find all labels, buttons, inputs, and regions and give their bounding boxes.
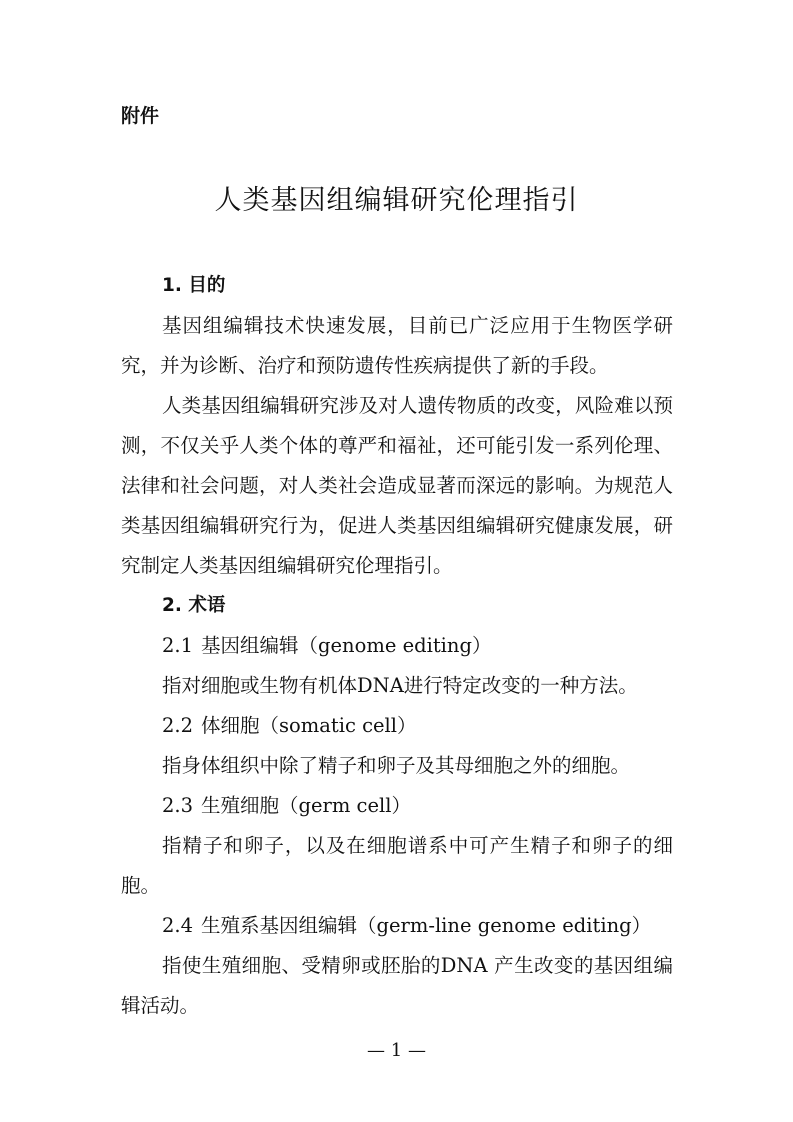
- term-definition: 指身体组织中除了精子和卵子及其母细胞之外的细胞。: [162, 754, 631, 777]
- term-heading: [121, 626, 673, 666]
- paragraph: 基因组编辑技术快速发展，目前已广泛应用于生物医学研究，并为诊断、治疗和预防遗传性疾病提供了新的手段。: [121, 314, 673, 377]
- document-title: 人类基因组编辑研究伦理指引: [214, 185, 579, 216]
- attachment-label: 附件: [121, 105, 160, 127]
- term-name: 生殖细胞（germ cell）: [201, 794, 411, 817]
- section-heading-purpose: 1. 目的: [162, 275, 226, 296]
- page-number: — 1 —: [367, 1040, 426, 1061]
- term-number: 2.1: [162, 634, 194, 657]
- term-number: 2.2: [162, 714, 194, 737]
- term-definition: 指精子和卵子，以及在细胞谱系中可产生精子和卵子的细胞。: [121, 834, 673, 897]
- term-definition: 指使生殖细胞、受精卵或胚胎的DNA 产生改变的基因组编辑活动。: [121, 954, 673, 1017]
- term-heading: [121, 706, 673, 746]
- term-name: 基因组编辑（genome editing）: [201, 634, 492, 657]
- term-heading: [121, 906, 673, 946]
- paragraph: 人类基因组编辑研究涉及对人遗传物质的改变，风险难以预测，不仅关乎人类个体的尊严和福祉，还可能引发一系列伦理、法律和社会问题，对人类社会造成显著而深远的影响。为规范人类基因组编辑研究行为，促进人类基因组编辑研究健康发展，研究制定人类基因组编辑研究伦理指引。: [121, 394, 673, 577]
- term-name: 体细胞（somatic cell）: [201, 714, 417, 737]
- document-body: [121, 266, 673, 1026]
- section-heading-terms: 2. 术语: [162, 595, 226, 616]
- term-name: 生殖系基因组编辑（germ-line genome editing）: [201, 914, 652, 937]
- term-number: 2.4: [162, 914, 194, 937]
- term-heading: [121, 786, 673, 826]
- term-definition: 指对细胞或生物有机体DNA进行特定改变的一种方法。: [162, 674, 638, 697]
- term-number: 2.3: [162, 794, 194, 817]
